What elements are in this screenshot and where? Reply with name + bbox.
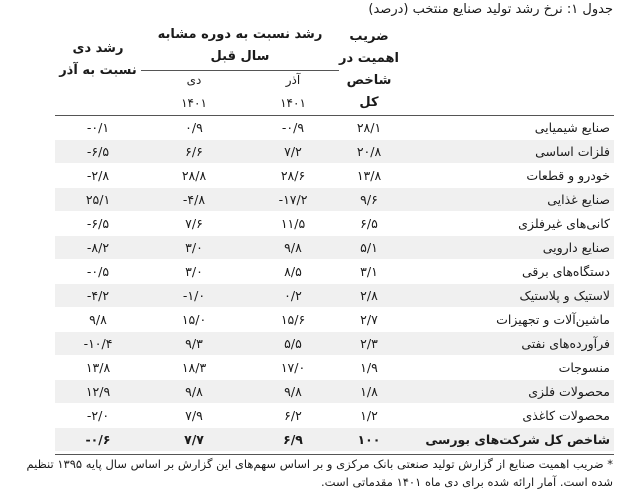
growth-group-line: سال قبل xyxy=(210,49,270,64)
table-row xyxy=(55,284,614,307)
dey-year: ۱۴۰۱ xyxy=(181,96,207,110)
dey-header xyxy=(141,72,247,112)
diff-cell: -۱۰/۴ xyxy=(83,336,113,351)
weight-cell: ۱/۸ xyxy=(360,384,378,399)
weight-cell: ۲۰/۸ xyxy=(356,144,382,159)
dey-cell: ۷/۹ xyxy=(185,408,203,423)
dey-cell: ۰/۹ xyxy=(185,120,203,135)
table-row xyxy=(55,236,614,259)
dey-label: دی xyxy=(186,73,202,87)
industry-name-cell: صنایع شیمیایی xyxy=(534,120,610,135)
table-row xyxy=(55,164,614,187)
weight-header-line: شاخص xyxy=(346,73,392,88)
diff-cell: ۲۵/۱ xyxy=(85,192,111,207)
weight-cell: ۲/۷ xyxy=(360,312,378,327)
diff-cell: ۹/۸ xyxy=(89,312,107,327)
dey-cell: ۶/۶ xyxy=(185,144,203,159)
diff-cell: -۴/۲ xyxy=(86,288,110,303)
azar-year: ۱۴۰۱ xyxy=(280,96,306,110)
diff-cell: -۰/۶ xyxy=(85,432,111,447)
dey-cell: -۴/۸ xyxy=(182,192,206,207)
growth-group-header xyxy=(141,24,339,68)
weight-header-line: ضریب xyxy=(349,29,389,44)
diff-cell: -۲/۸ xyxy=(86,168,110,183)
dey-vs-azar-header xyxy=(55,38,141,82)
table-row xyxy=(55,140,614,163)
diff-cell: -۲/۰ xyxy=(86,408,110,423)
industry-name-cell: محصولات فلزی xyxy=(528,384,610,399)
industry-name-cell: فلزات اساسی xyxy=(535,144,610,159)
industry-name-cell: محصولات کاغذی xyxy=(522,408,610,423)
dey-cell: ۲۸/۸ xyxy=(181,168,207,183)
azar-cell: ۱۱/۵ xyxy=(280,216,306,231)
table-caption: جدول ۱: نرخ رشد تولید صنایع منتخب (درصد) xyxy=(368,2,613,17)
weight-header-line: اهمیت در xyxy=(339,51,399,66)
dey-vs-azar-line: نسبت به آذر xyxy=(59,63,137,78)
weight-cell: ۱۰۰ xyxy=(357,432,381,447)
azar-cell: ۲۸/۶ xyxy=(280,168,306,183)
weight-cell: ۵/۱ xyxy=(360,240,378,255)
industry-name-cell: ماشین‌آلات و تجهیزات xyxy=(496,312,610,327)
growth-group-line: رشد نسبت به دوره مشابه xyxy=(157,27,323,42)
industry-name-cell: دستگاه‌های برقی xyxy=(521,264,610,279)
dey-cell: ۱۵/۰ xyxy=(181,312,207,327)
azar-cell: ۰/۲ xyxy=(284,288,302,303)
growth-table xyxy=(55,22,614,454)
diff-cell: -۶/۵ xyxy=(86,216,110,231)
table-row xyxy=(55,212,614,235)
weight-cell: ۲۸/۱ xyxy=(356,120,382,135)
dey-cell: ۹/۳ xyxy=(185,336,203,351)
table-row xyxy=(55,332,614,355)
dey-cell: ۱۸/۳ xyxy=(181,360,207,375)
footnote: * ضریب اهمیت صنایع از گزارش تولید صنعتی بانک مرکزی و بر اساس سهم‌های این گزارش بر اساس سال پایه ۱۳۹۵ تنظیم شده است. آمار ارائه شده برای دی ماه ۱۴۰۱ مقدماتی است. xyxy=(26,457,613,489)
industry-name-cell: شاخص کل شرکت‌های بورسی xyxy=(425,432,610,447)
azar-cell: ۹/۸ xyxy=(284,384,302,399)
industry-name-cell: فرآورده‌های نفتی xyxy=(521,336,610,351)
table-row xyxy=(55,356,614,379)
diff-cell: ۱۲/۹ xyxy=(85,384,111,399)
diff-cell: -۶/۵ xyxy=(86,144,110,159)
azar-cell: -۰/۹ xyxy=(281,120,305,135)
diff-cell: -۸/۲ xyxy=(86,240,110,255)
industry-name-cell: منسوجات xyxy=(558,360,610,375)
industry-name-cell: صنایع غذایی xyxy=(547,192,610,207)
weight-cell: ۲/۸ xyxy=(360,288,378,303)
azar-cell: ۱۷/۰ xyxy=(280,360,306,375)
dey-cell: ۹/۸ xyxy=(185,384,203,399)
table-row xyxy=(55,428,614,451)
diff-cell: -۰/۵ xyxy=(86,264,110,279)
weight-cell: ۱/۹ xyxy=(360,360,378,375)
header-subdivider xyxy=(141,70,339,71)
weight-cell: ۱/۲ xyxy=(360,408,378,423)
weight-cell: ۹/۶ xyxy=(360,192,378,207)
table-row xyxy=(55,404,614,427)
azar-cell: ۶/۲ xyxy=(284,408,302,423)
table-row xyxy=(55,380,614,403)
dey-cell: -۱/۰ xyxy=(182,288,206,303)
weight-header-line: کل xyxy=(359,95,379,110)
table-row xyxy=(55,308,614,331)
industry-name-cell: لاستیک و پلاستیک xyxy=(519,288,610,303)
table-row xyxy=(55,188,614,211)
azar-cell: ۶/۹ xyxy=(283,432,303,447)
weight-cell: ۶/۵ xyxy=(360,216,378,231)
weight-cell: ۱۳/۸ xyxy=(356,168,382,183)
industry-name-cell: خودرو و قطعات xyxy=(526,168,610,183)
dey-cell: ۳/۰ xyxy=(185,240,203,255)
azar-cell: ۷/۲ xyxy=(284,144,302,159)
dey-cell: ۳/۰ xyxy=(185,264,203,279)
diff-cell: ۱۳/۸ xyxy=(85,360,111,375)
azar-cell: -۱۷/۲ xyxy=(278,192,308,207)
dey-cell: ۷/۷ xyxy=(184,432,204,447)
weight-cell: ۲/۳ xyxy=(360,336,378,351)
weight-cell: ۳/۱ xyxy=(360,264,378,279)
dey-vs-azar-line: رشد دی xyxy=(72,41,124,56)
dey-cell: ۷/۶ xyxy=(185,216,203,231)
table-row xyxy=(55,116,614,139)
industry-name-cell: کانی‌های غیرفلزی xyxy=(518,216,610,231)
industry-name-cell: صنایع دارویی xyxy=(542,240,610,255)
table-row xyxy=(55,260,614,283)
azar-cell: ۹/۸ xyxy=(284,240,302,255)
diff-cell: -۰/۱ xyxy=(86,120,110,135)
azar-cell: ۸/۵ xyxy=(284,264,302,279)
azar-header xyxy=(247,72,339,112)
weight-header xyxy=(339,26,399,114)
azar-cell: ۱۵/۶ xyxy=(280,312,306,327)
azar-label: آذر xyxy=(285,73,301,87)
azar-cell: ۵/۵ xyxy=(284,336,302,351)
